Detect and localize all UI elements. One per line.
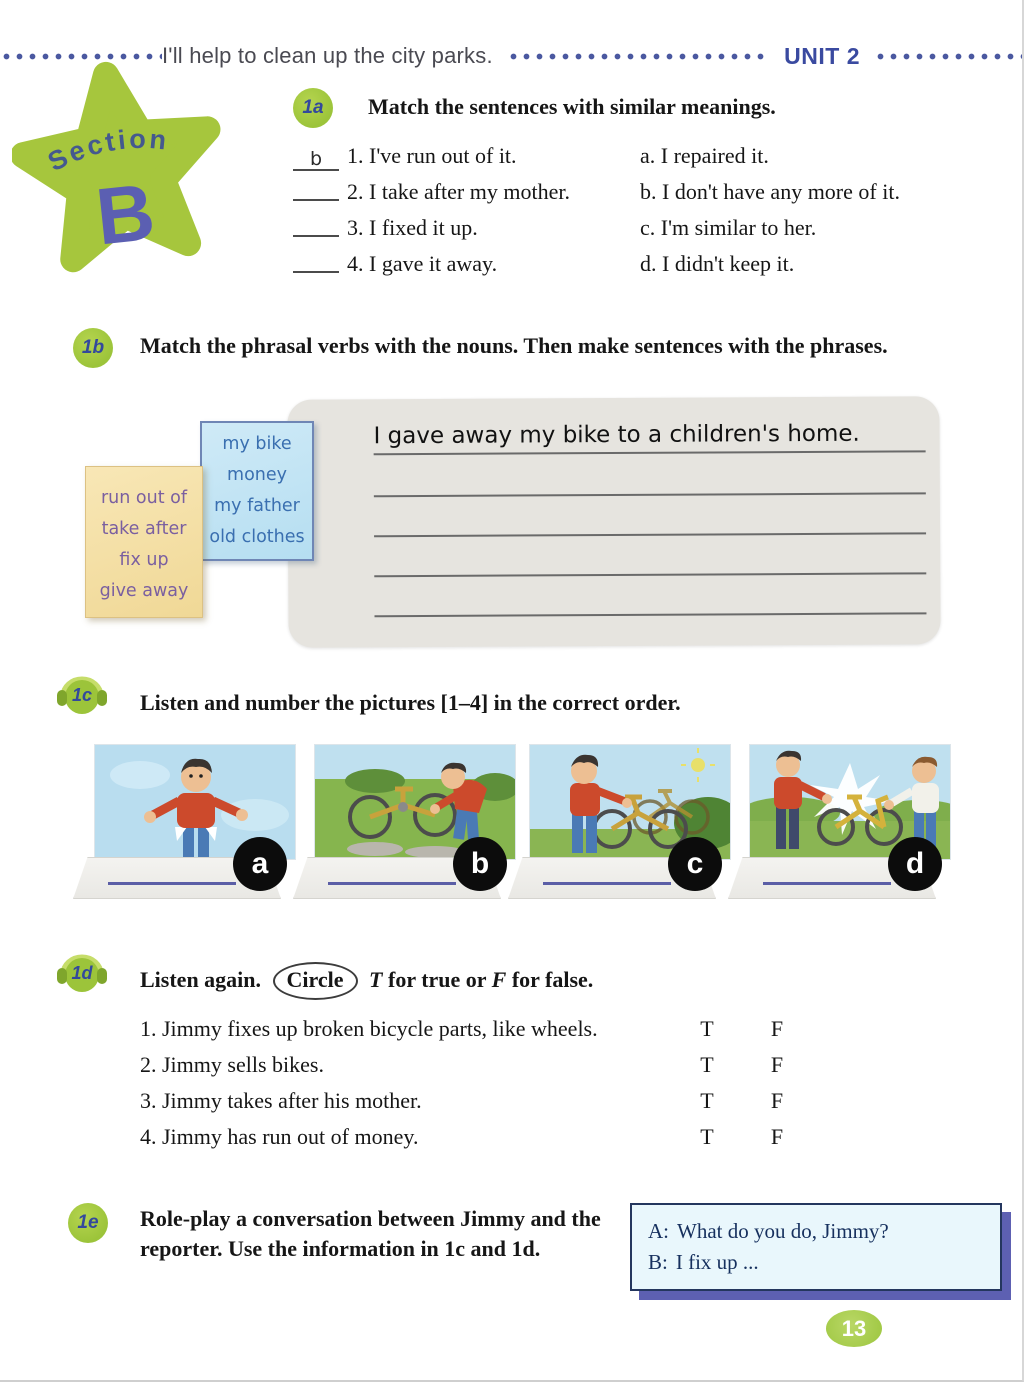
tf-statement: 3. Jimmy takes after his mother.: [140, 1088, 422, 1113]
true-option: T: [700, 1052, 714, 1077]
true-option: T: [700, 1016, 714, 1041]
activity-1b-title: Match the phrasal verbs with the nouns. Then make sentences with the phrases.: [140, 333, 888, 358]
verb-item: take after: [101, 519, 187, 539]
noun-item: my bike: [222, 434, 292, 454]
answer-blank: b: [293, 149, 339, 171]
match-left-text: 3. I fixed it up.: [347, 215, 478, 240]
match-right-text: a. I repaired it.: [640, 143, 769, 168]
activity-1e-title: Role-play a conversation between Jimmy and the reporter. Use the information in 1c and 1d.: [140, 1206, 601, 1261]
noun-item: old clothes: [209, 527, 305, 547]
picture-letter-badge: b: [453, 837, 507, 891]
tf-statement: 2. Jimmy sells bikes.: [140, 1052, 324, 1077]
false-option: F: [770, 1052, 784, 1077]
match-row: [293, 215, 993, 251]
dotted-divider: [507, 53, 770, 60]
picture-letter-badge: c: [668, 837, 722, 891]
picture-letter-badge: d: [888, 837, 942, 891]
dotted-divider: [0, 53, 162, 60]
activity-1c-title: Listen and number the pictures [1–4] in the correct order.: [140, 690, 681, 715]
section-letter: B: [91, 166, 159, 262]
answer-blank: [293, 271, 339, 273]
noun-item: my father: [214, 496, 300, 516]
circled-word: Circle: [273, 962, 358, 1000]
true-option: T: [700, 1124, 714, 1149]
match-left-text: 1. I've run out of it.: [347, 143, 517, 168]
nouns-note: [200, 421, 314, 561]
match-right-text: c. I'm similar to her.: [640, 215, 817, 240]
tf-statement: 1. Jimmy fixes up broken bicycle parts, like wheels.: [140, 1016, 598, 1041]
tf-statement-row: [140, 1124, 900, 1160]
answer-blank: [293, 199, 339, 201]
match-right-text: d. I didn't keep it.: [640, 251, 795, 276]
false-option: F: [770, 1124, 784, 1149]
activity-1d-title: Listen again. Circle T for true or F for false.: [140, 962, 860, 1000]
false-option: F: [770, 1016, 784, 1041]
writing-line: [374, 450, 926, 455]
activity-1b-badge: 1b: [73, 328, 113, 368]
picture-c: [520, 745, 736, 913]
match-right-text: b. I don't have any more of it.: [640, 179, 900, 204]
activity-1e-badge: 1e: [68, 1203, 108, 1243]
false-option: F: [770, 1088, 784, 1113]
activity-1c-badge: 1c: [54, 672, 110, 718]
dotted-divider: [874, 53, 1024, 60]
dialogue-line: B: I fix up ...: [648, 1250, 759, 1274]
verb-item: run out of: [100, 488, 188, 508]
noun-item: money: [227, 465, 287, 485]
picture-d: [740, 745, 956, 913]
page-number: 13: [826, 1310, 882, 1347]
section-label: Section: [43, 123, 171, 178]
example-sentence: I gave away my bike to a children's home.: [373, 420, 860, 450]
answer-blank: [293, 235, 339, 237]
picture-letter-badge: a: [233, 837, 287, 891]
dialogue-box: [630, 1203, 1002, 1291]
match-row: [293, 251, 993, 287]
picture-a: [85, 745, 301, 913]
true-option: T: [700, 1088, 714, 1113]
writing-line: [374, 572, 926, 577]
writing-pad: [287, 396, 940, 647]
unit-label: UNIT 2: [784, 42, 860, 69]
activity-1d-badge: 1d: [54, 950, 110, 996]
match-row: [293, 143, 993, 179]
phrasal-verbs-note: [85, 466, 203, 618]
activity-1a-badge: 1a: [293, 88, 333, 128]
page-header-title: I'll help to clean up the city parks.: [162, 43, 493, 68]
tf-statement-row: [140, 1052, 900, 1088]
match-left-text: 2. I take after my mother.: [347, 179, 570, 204]
match-row: [293, 179, 993, 215]
tf-statement-row: [140, 1016, 900, 1052]
writing-line: [374, 492, 926, 497]
writing-line: [374, 612, 926, 617]
dialogue-line: A: What do you do, Jimmy?: [648, 1219, 889, 1243]
tf-statement: 4. Jimmy has run out of money.: [140, 1124, 419, 1149]
match-left-text: 4. I gave it away.: [347, 251, 498, 276]
activity-1a-title: Match the sentences with similar meanings.: [368, 94, 776, 119]
picture-b: [305, 745, 521, 913]
section-star-icon: [12, 60, 227, 280]
verb-item: fix up: [119, 550, 169, 570]
writing-line: [374, 532, 926, 537]
verb-item: give away: [99, 581, 189, 601]
tf-statement-row: [140, 1088, 900, 1124]
